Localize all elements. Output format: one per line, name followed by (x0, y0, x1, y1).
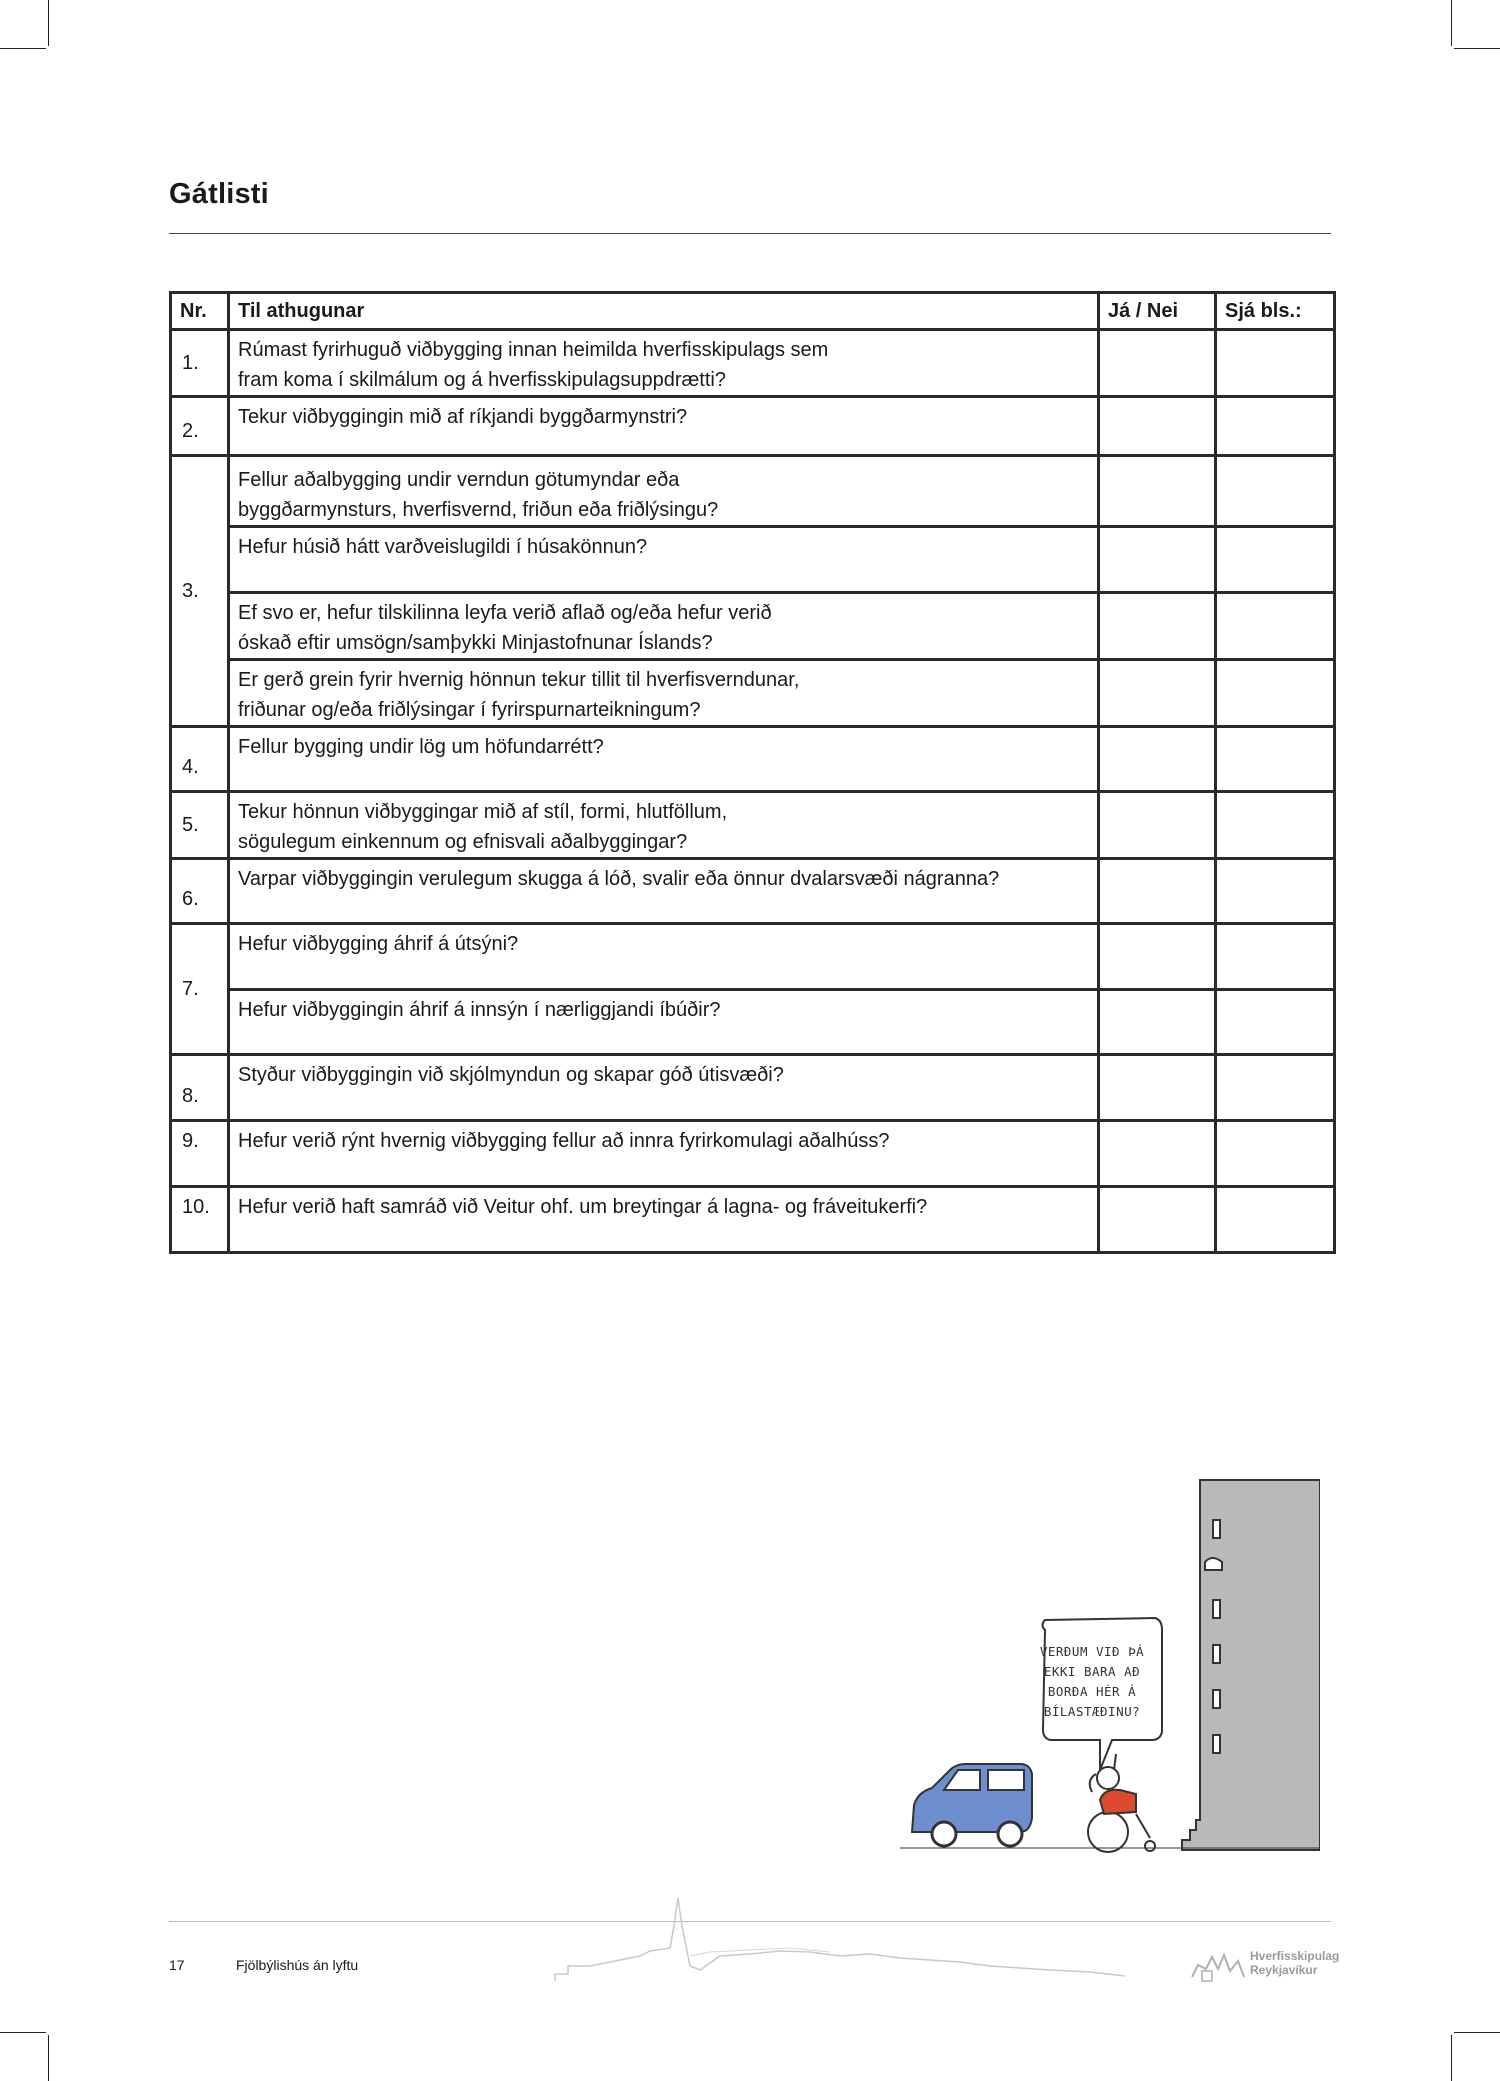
row-question: Er gerð grein fyrir hvernig hönnun tekur tillit til hverfisverndunar, friðunar og/eða friðlýsingar í fyrirspurnarteikningum? (229, 660, 1099, 727)
page-ref-cell[interactable] (1216, 330, 1335, 397)
building-drawing (1182, 1480, 1320, 1850)
table-row (171, 859, 1335, 924)
table-row (171, 593, 1335, 660)
crop-mark (1451, 2035, 1452, 2081)
crop-mark (48, 2035, 49, 2081)
crop-mark (48, 0, 49, 46)
page-ref-cell[interactable] (1216, 990, 1335, 1055)
page-title: Gátlisti (169, 178, 269, 210)
row-question: Tekur viðbyggingin mið af ríkjandi byggðarmynstri? (229, 397, 1099, 456)
row-question: Hefur viðbyggingin áhrif á innsýn í nærliggjandi íbúðir? (229, 990, 1099, 1055)
table-row (171, 330, 1335, 397)
yes-no-cell[interactable] (1099, 792, 1216, 859)
car-drawing (912, 1764, 1032, 1846)
page-ref-cell[interactable] (1216, 727, 1335, 792)
yes-no-cell[interactable] (1099, 990, 1216, 1055)
title-divider (169, 233, 1331, 234)
yes-no-cell[interactable] (1099, 727, 1216, 792)
yes-no-cell[interactable] (1099, 660, 1216, 727)
row-question: Fellur aðalbygging undir verndun götumyndar eða byggðarmynsturs, hverfisvernd, friðun eða friðlýsingu? (229, 456, 1099, 527)
row-question: Hefur húsið hátt varðveislugildi í húsakönnun? (229, 527, 1099, 593)
table-row (171, 456, 1335, 527)
crop-mark (1451, 0, 1452, 46)
yes-no-cell[interactable] (1099, 859, 1216, 924)
row-question: Hefur viðbygging áhrif á útsýni? (229, 924, 1099, 990)
row-question: Styður viðbyggingin við skjólmyndun og skapar góð útisvæði? (229, 1055, 1099, 1121)
table-row (171, 527, 1335, 593)
yes-no-cell[interactable] (1099, 593, 1216, 660)
row-number: 7. (171, 924, 229, 1055)
page-ref-cell[interactable] (1216, 859, 1335, 924)
header-yes-no: Já / Nei (1099, 293, 1216, 330)
document-title: Fjölbýlishús án lyftu (236, 1957, 359, 1973)
row-question: Tekur hönnun viðbyggingar mið af stíl, formi, hlutföllum, sögulegum einkennum og efnisvali aðalbyggingar? (229, 792, 1099, 859)
row-number: 8. (171, 1055, 229, 1121)
crop-mark (1454, 2032, 1500, 2033)
table-row (171, 792, 1335, 859)
row-question: Rúmast fyrirhuguð viðbygging innan heimilda hverfisskipulags sem fram koma í skilmálum og á hverfisskipulagsuppdrætti? (229, 330, 1099, 397)
row-question: Ef svo er, hefur tilskilinna leyfa verið aflað og/eða hefur verið óskað eftir umsögn/samþykki Minjastofnunar Íslands? (229, 593, 1099, 660)
row-question: Fellur bygging undir lög um höfundarrétt? (229, 727, 1099, 792)
header-question: Til athugunar (229, 293, 1099, 330)
table-row (171, 660, 1335, 727)
row-number: 10. (171, 1187, 229, 1253)
person-wheelchair-drawing (1088, 1754, 1155, 1852)
row-question: Hefur verið rýnt hvernig viðbygging fellur að innra fyrirkomulagi aðalhúss? (229, 1121, 1099, 1187)
yes-no-cell[interactable] (1099, 397, 1216, 456)
crop-mark (0, 2032, 46, 2033)
yes-no-cell[interactable] (1099, 330, 1216, 397)
page-ref-cell[interactable] (1216, 1121, 1335, 1187)
row-number: 6. (171, 859, 229, 924)
speech-bubble-text: VERÐUM VIÐ ÞÁ EKKI BARA AÐ BORÐA HÉR Á BÍLASTÆÐINU? (1039, 1644, 1145, 1719)
crop-mark (0, 48, 46, 49)
yes-no-cell[interactable] (1099, 1121, 1216, 1187)
yes-no-cell[interactable] (1099, 1187, 1216, 1253)
table-row (171, 727, 1335, 792)
page-ref-cell[interactable] (1216, 527, 1335, 593)
page-ref-cell[interactable] (1216, 397, 1335, 456)
table-row (171, 990, 1335, 1055)
page-ref-cell[interactable] (1216, 660, 1335, 727)
checklist-table (169, 291, 1336, 1254)
brand-logo-icon (1188, 1947, 1248, 1983)
skyline-drawing (550, 1896, 1130, 1986)
row-question: Hefur verið haft samráð við Veitur ohf. um breytingar á lagna- og fráveitukerfi? (229, 1187, 1099, 1253)
yes-no-cell[interactable] (1099, 527, 1216, 593)
row-number: 1. (171, 330, 229, 397)
header-page-ref: Sjá bls.: (1216, 293, 1335, 330)
row-number: 9. (171, 1121, 229, 1187)
page-ref-cell[interactable] (1216, 924, 1335, 990)
row-number: 3. (171, 456, 229, 727)
table-row (171, 397, 1335, 456)
table-header-row (171, 293, 1335, 330)
yes-no-cell[interactable] (1099, 924, 1216, 990)
row-number: 2. (171, 397, 229, 456)
brand-name: Hverfisskipulag Reykjavíkur (1250, 1949, 1340, 1977)
table-row (171, 1055, 1335, 1121)
page-ref-cell[interactable] (1216, 792, 1335, 859)
page-number: 17 (169, 1957, 185, 1973)
page-ref-cell[interactable] (1216, 593, 1335, 660)
row-number: 4. (171, 727, 229, 792)
page-ref-cell[interactable] (1216, 1055, 1335, 1121)
yes-no-cell[interactable] (1099, 456, 1216, 527)
header-nr: Nr. (171, 293, 229, 330)
crop-mark (1454, 48, 1500, 49)
yes-no-cell[interactable] (1099, 1055, 1216, 1121)
table-row (171, 924, 1335, 990)
row-question: Varpar viðbyggingin verulegum skugga á lóð, svalir eða önnur dvalarsvæði nágranna? (229, 859, 1099, 924)
page-ref-cell[interactable] (1216, 1187, 1335, 1253)
row-number: 5. (171, 792, 229, 859)
table-row (171, 1121, 1335, 1187)
page-ref-cell[interactable] (1216, 456, 1335, 527)
table-row (171, 1187, 1335, 1253)
